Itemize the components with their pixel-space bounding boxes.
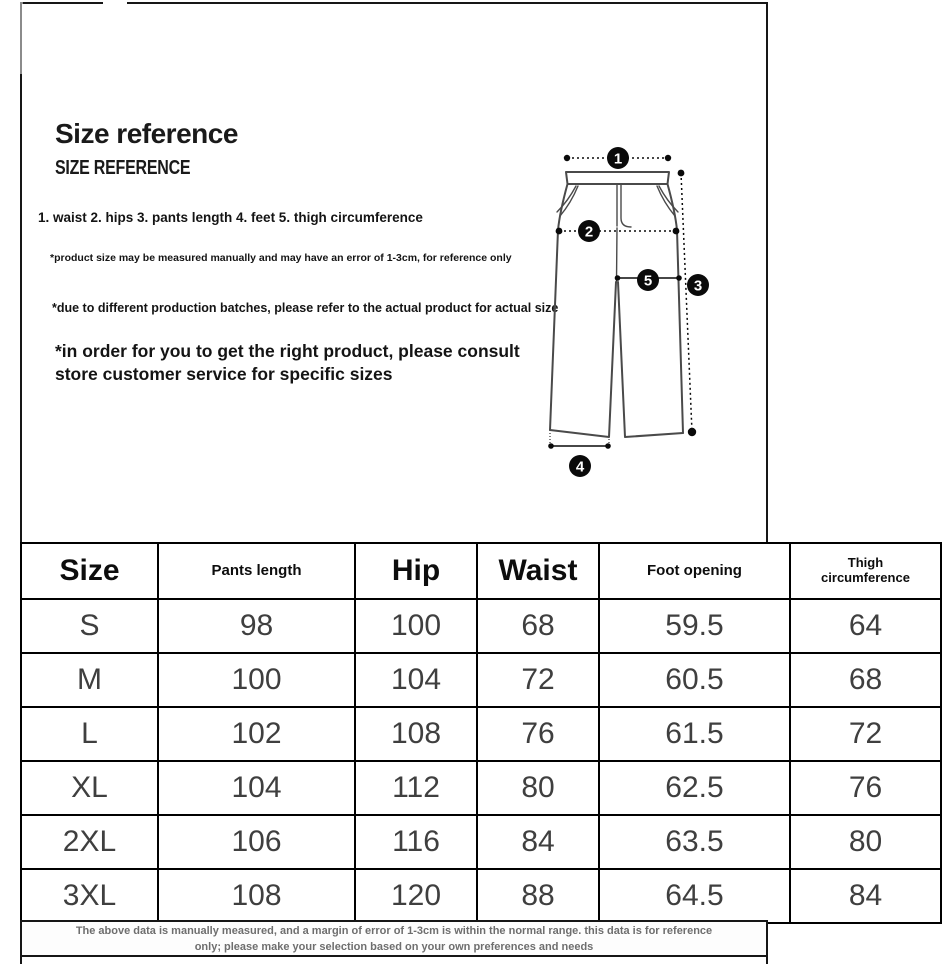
svg-text:2: 2 (584, 223, 594, 241)
header-row (21, 543, 941, 599)
value-cell: 84 (790, 869, 941, 923)
value-cell: 116 (355, 815, 477, 869)
diagram-marker-3 (687, 274, 709, 296)
value-cell: 100 (158, 653, 355, 707)
value-cell: 80 (477, 761, 599, 815)
value-cell: 62.5 (599, 761, 790, 815)
svg-text:1: 1 (613, 150, 623, 168)
measurement-legend: 1. waist 2. hips 3. pants length 4. feet 5. thigh circumference (38, 210, 423, 225)
size-table-header (21, 543, 941, 599)
table-row (21, 761, 941, 815)
value-cell: 106 (158, 815, 355, 869)
column-header: Foot opening (599, 543, 790, 599)
table-row (21, 599, 941, 653)
value-cell: 80 (790, 815, 941, 869)
diagram-marker-4 (569, 455, 591, 477)
size-cell: XL (21, 761, 158, 815)
svg-text:5: 5 (643, 272, 653, 290)
value-cell: 72 (790, 707, 941, 761)
value-cell: 64.5 (599, 869, 790, 923)
value-cell: 104 (355, 653, 477, 707)
value-cell: 100 (355, 599, 477, 653)
diagram-marker-5 (637, 269, 659, 291)
value-cell: 108 (355, 707, 477, 761)
column-header: Waist (477, 543, 599, 599)
size-cell: 2XL (21, 815, 158, 869)
value-cell: 68 (790, 653, 941, 707)
value-cell: 61.5 (599, 707, 790, 761)
value-cell: 60.5 (599, 653, 790, 707)
note-measure-error: *product size may be measured manually and may have an error of 1-3cm, for reference only (50, 252, 512, 264)
value-cell: 104 (158, 761, 355, 815)
svg-text:3: 3 (693, 277, 703, 295)
pants-measurement-diagram (520, 140, 720, 480)
column-header: Hip (355, 543, 477, 599)
value-cell: 63.5 (599, 815, 790, 869)
size-cell: L (21, 707, 158, 761)
size-cell: S (21, 599, 158, 653)
size-table-body (21, 599, 941, 923)
diagram-marker-1 (607, 147, 629, 169)
table-row (21, 869, 941, 923)
size-cell: 3XL (21, 869, 158, 923)
value-cell: 88 (477, 869, 599, 923)
value-cell: 68 (477, 599, 599, 653)
value-cell: 84 (477, 815, 599, 869)
value-cell: 98 (158, 599, 355, 653)
size-table (20, 542, 942, 924)
value-cell: 72 (477, 653, 599, 707)
border-artifact-notch (103, 0, 127, 7)
size-cell: M (21, 653, 158, 707)
table-row (21, 815, 941, 869)
column-header: Pants length (158, 543, 355, 599)
value-cell: 112 (355, 761, 477, 815)
page-title: Size reference (55, 118, 238, 149)
diagram-marker-2 (578, 220, 600, 242)
page-subtitle: SIZE REFERENCE (55, 157, 191, 179)
table-row (21, 653, 941, 707)
value-cell: 108 (158, 869, 355, 923)
table-row (21, 707, 941, 761)
column-header: Thigh circumference (790, 543, 941, 599)
note-production-batches: *due to different production batches, please refer to the actual product for actual size (52, 301, 559, 315)
value-cell: 102 (158, 707, 355, 761)
value-cell: 76 (790, 761, 941, 815)
value-cell: 120 (355, 869, 477, 923)
border-artifact-fade (19, 2, 23, 74)
footer-note: The above data is manually measured, and a margin of error of 1-3cm is within the normal range. this data is for reference only; please make your selection based on your own preferences and needs (20, 920, 768, 957)
note-consult-service: *in order for you to get the right product, please consult store customer service for specific sizes (55, 341, 520, 385)
svg-text:4: 4 (575, 458, 585, 476)
column-header: Size (21, 543, 158, 599)
value-cell: 64 (790, 599, 941, 653)
measurement-lines (548, 155, 696, 449)
value-cell: 59.5 (599, 599, 790, 653)
value-cell: 76 (477, 707, 599, 761)
pants-outline-drawing (550, 172, 683, 437)
